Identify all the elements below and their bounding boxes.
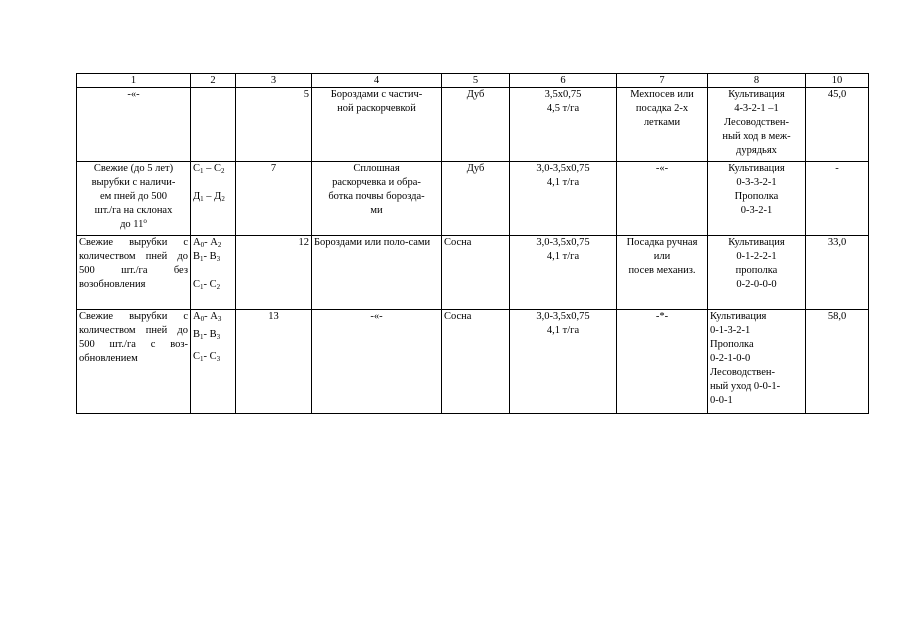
scheme-number-cell (236, 88, 312, 162)
cost-cell (806, 310, 869, 414)
soil-prep-cell: Бороздами с частич- ной раскорчевкой (312, 88, 442, 162)
site-type-text: -«- (127, 89, 140, 100)
site-type-cell (77, 88, 191, 162)
site-index-range: $С_1-$ $С_3$ (193, 351, 221, 363)
spacing-cell: 3,0-3,5х0,75 4,1 т/га (510, 310, 617, 414)
header-cell: 1 (77, 74, 191, 88)
table-row (77, 162, 869, 236)
site-type-text: Свежие вырубки с количеством пней до 500 шт./га без возобновления (79, 237, 188, 290)
planting-method-cell: Посадка ручная или посев механиз. (617, 236, 708, 310)
species-text: Сосна (444, 311, 472, 322)
scheme-number-cell (236, 236, 312, 310)
header-cell: 4 (312, 74, 442, 88)
soil-prep-text: Сплошная раскорчевка и обра- ботка почвы борозда- ми (328, 163, 425, 216)
header-cell: 6 (510, 74, 617, 88)
cost-value: 58,0 (827, 311, 847, 322)
care-cell: Культивация 0-3-3-2-1 Прополка 0-3-2-1 (708, 162, 806, 236)
cost-value: - (835, 163, 839, 174)
spacing-cell: 3,5х0,75 4,5 т/га (510, 88, 617, 162)
species-cell (442, 88, 510, 162)
species-text: Дуб (466, 163, 485, 174)
site-index-range: $В_1-$ $В_3$ (193, 329, 221, 341)
site-index-cell (191, 88, 236, 162)
scheme-number: 12 (298, 237, 309, 248)
site-index-range: $С_1 - С_2$ (193, 163, 225, 175)
site-type-cell (77, 236, 191, 310)
header-cell: 5 (442, 74, 510, 88)
site-index-range: $Д_1 - Д_2$ (193, 191, 225, 203)
header-cell: 10 (806, 74, 869, 88)
site-type-cell (77, 310, 191, 414)
scheme-number: 5 (303, 89, 309, 100)
cost-cell (806, 88, 869, 162)
site-index-range: $В_1-$ $В_3$ (193, 251, 221, 263)
species-cell (442, 162, 510, 236)
soil-prep-cell (312, 310, 442, 414)
planting-method-cell (617, 310, 708, 414)
soil-prep-text: Бороздами или поло-сами (314, 237, 431, 248)
soil-prep-cell (312, 236, 442, 310)
site-type-text: Свежие (до 5 лет) вырубки с наличи- ем пней до 500 шт./га на склонах до 11 (91, 163, 176, 230)
planting-method-text: -*- (655, 311, 669, 322)
scheme-number-cell (236, 310, 312, 414)
care-cell: Культивация 0-1-3-2-1 Прополка 0-2-1-0-0 Лесоводствен- ный уход 0-0-1- 0-0-1 (708, 310, 806, 414)
header-row (77, 74, 869, 88)
site-index-range: $А_0-$ $А_2$ (193, 237, 222, 249)
cost-cell (806, 236, 869, 310)
planting-method-cell (617, 162, 708, 236)
site-index-cell (191, 162, 236, 236)
scheme-number-cell (236, 162, 312, 236)
cost-cell (806, 162, 869, 236)
site-index-range: $А_0-$ $А_3$ (193, 311, 222, 323)
species-text: Дуб (466, 89, 485, 100)
table-row (77, 88, 869, 162)
header-cell: 3 (236, 74, 312, 88)
spacing-cell: 3,0-3,5х0,75 4,1 т/га (510, 236, 617, 310)
table-row (77, 310, 869, 414)
soil-prep-text: -«- (370, 311, 383, 322)
header-cell: 8 (708, 74, 806, 88)
planting-method-cell: Мехпосев или посадка 2-х летками (617, 88, 708, 162)
site-type-text: Свежие вырубки с количеством пней до 500 шт./га с воз-обновлением (79, 311, 188, 364)
scheme-number: 13 (268, 311, 279, 322)
degree-mark: о (143, 217, 147, 225)
header-cell: 7 (617, 74, 708, 88)
species-cell (442, 310, 510, 414)
care-cell: Культивация 4-3-2-1 –1 Лесоводствен- ный ход в меж- дурядьях (708, 88, 806, 162)
spacing-cell: 3,0-3,5х0,75 4,1 т/га (510, 162, 617, 236)
cost-value: 33,0 (827, 237, 847, 248)
care-cell: Культивация 0-1-2-2-1 прополка 0-2-0-0-0 (708, 236, 806, 310)
site-index-range: $С_1-$ $С_2$ (193, 279, 221, 291)
site-index-cell (191, 236, 236, 310)
header-cell: 2 (191, 74, 236, 88)
cost-value: 45,0 (827, 89, 847, 100)
planting-method-text: -«- (655, 163, 669, 174)
scheme-number: 7 (270, 163, 277, 174)
species-text: Сосна (444, 237, 472, 248)
soil-prep-cell (312, 162, 442, 236)
table-row (77, 236, 869, 310)
site-index-cell (191, 310, 236, 414)
site-type-cell (77, 162, 191, 236)
species-cell (442, 236, 510, 310)
forestry-table (76, 73, 869, 414)
